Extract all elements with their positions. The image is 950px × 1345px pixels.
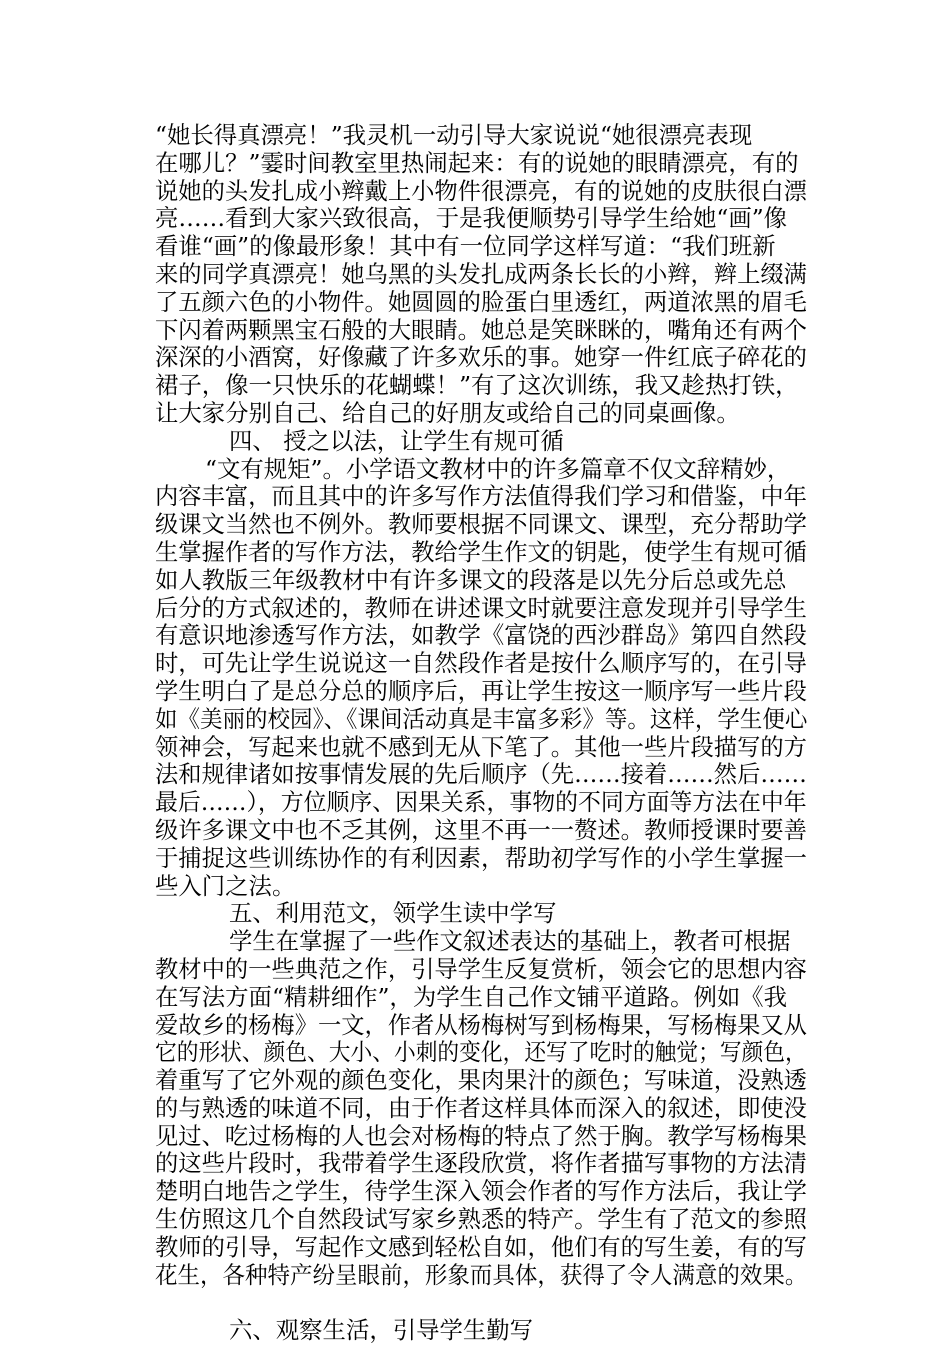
text-line: 深深的小酒窝，好像藏了许多欢乐的事。她穿一件红底子碎花的	[155, 343, 807, 372]
text-line: 裙子，像一只快乐的花蝴蝶！”有了这次训练，我又趁热打铁，	[155, 371, 799, 400]
text-line: 法和规律诸如按事情发展的先后顺序（先……接着……然后……	[155, 760, 807, 789]
text-line: “她长得真漂亮！”我灵机一动引导大家说说“她很漂亮表现	[155, 121, 753, 149]
text-line: 的与熟透的味道不同，由于作者这样具体而深入的叙述，即使没	[155, 1093, 807, 1122]
text-line: 下闪着两颗黑宝石般的大眼睛。她总是笑眯眯的，嘴角还有两个	[155, 315, 807, 344]
text-line: 生仿照这几个自然段试写家乡熟悉的特产。学生有了范文的参照	[155, 1205, 807, 1234]
text-line: 花生，各种特产纷呈眼前，形象而具体，获得了令人满意的效果。	[155, 1260, 808, 1289]
text-line: 它的形状、颜色、大小、小刺的变化，还写了吃时的触觉；写颜色，	[155, 1038, 807, 1067]
text-line: “文有规矩”。小学语文教材中的许多篇章不仅文辞精妙，	[205, 454, 791, 483]
text-line: 着重写了它外观的颜色变化，果肉果汁的颜色；写味道，没熟透	[155, 1066, 807, 1095]
section-heading-4: 四、 授之以法，让学生有规可循	[229, 426, 564, 455]
text-line: 在哪儿？”霎时间教室里热闹起来：有的说她的眼睛漂亮，有的	[155, 148, 799, 177]
text-line: 在写法方面“精耕细作”，为学生自己作文铺平道路。例如《我	[155, 982, 788, 1011]
text-line: 让大家分别自己、给自己的好朋友或给自己的同桌画像。	[155, 398, 740, 427]
text-line: 有意识地渗透写作方法，如教学《富饶的西沙群岛》第四自然段	[155, 621, 807, 650]
blank-line	[155, 1289, 807, 1317]
text-line: 教师的引导，写起作文感到轻松自如，他们有的写生姜，有的写	[155, 1232, 807, 1261]
text-line: 的这些片段时，我带着学生逐段欣赏，将作者描写事物的方法清	[155, 1149, 807, 1178]
paragraph-portrait-writing	[155, 122, 807, 428]
text-line: 最后……），方位顺序、因果关系，事物的不同方面等方法在中年	[155, 788, 807, 817]
text-line: 学生在掌握了一些作文叙述表达的基础上，教者可根据	[229, 927, 791, 956]
text-line: 来的同学真漂亮！她乌黑的头发扎成两条长长的小辫，辫上缀满	[155, 259, 807, 288]
text-line: 说她的头发扎成小辫戴上小物件很漂亮，有的说她的皮肤很白漂	[155, 176, 807, 205]
text-line: 学生明白了是总分总的顺序后，再让学生按这一顺序写一些片段	[155, 676, 807, 705]
paragraph-writing-methods	[155, 456, 807, 901]
text-line: 见过、吃过杨梅的人也会对杨梅的特点了然于胸。教学写杨梅果	[155, 1121, 807, 1150]
text-line: 些入门之法。	[155, 871, 296, 900]
text-line: 后分的方式叙述的，教师在讲述课文时就要注意发现并引导学生	[155, 593, 807, 622]
text-line: 级课文当然也不例外。教师要根据不同课文、课型，充分帮助学	[155, 510, 807, 539]
text-line: 教材中的一些典范之作，引导学生反复赏析，领会它的思想内容	[155, 954, 807, 983]
section-heading-6: 六、观察生活，引导学生勤写	[229, 1316, 534, 1345]
text-line: 楚明白地告之学生，待学生深入领会作者的写作方法后，我让学	[155, 1177, 807, 1206]
text-line: 看谁“画”的像最形象！其中有一位同学这样写道：“我们班新	[155, 232, 776, 261]
document-page	[155, 122, 807, 1345]
text-line: 如人教版三年级教材中有许多课文的段落是以先分后总或先总	[155, 565, 787, 594]
text-line: 时，可先让学生说说这一自然段作者是按什么顺序写的，在引导	[155, 649, 807, 678]
text-line: 亮……看到大家兴致很高，于是我便顺势引导学生给她“画”像	[155, 204, 788, 233]
text-line: 领神会，写起来也就不感到无从下笔了。其他一些片段描写的方	[155, 732, 807, 761]
paragraph-model-essays	[155, 928, 807, 1289]
text-line: 如《美丽的校园》、《课间活动真是丰富多彩》等。这样，学生便心	[155, 704, 808, 733]
text-line: 生掌握作者的写作方法，教给学生作文的钥匙，使学生有规可循	[155, 537, 807, 566]
section-heading-5: 五、利用范文，领学生读中学写	[229, 899, 557, 928]
text-line: 爱故乡的杨梅》一文，作者从杨梅树写到杨梅果，写杨梅果又从	[155, 1010, 807, 1039]
text-line: 了五颜六色的小物件。她圆圆的脸蛋白里透红，两道浓黑的眉毛	[155, 287, 807, 316]
text-line: 内容丰富，而且其中的许多写作方法值得我们学习和借鉴，中年	[155, 482, 807, 511]
text-line: 于捕捉这些训练协作的有利因素，帮助初学写作的小学生掌握一	[155, 843, 807, 872]
text-line: 级许多课文中也不乏其例，这里不再一一赘述。教师授课时要善	[155, 815, 807, 844]
